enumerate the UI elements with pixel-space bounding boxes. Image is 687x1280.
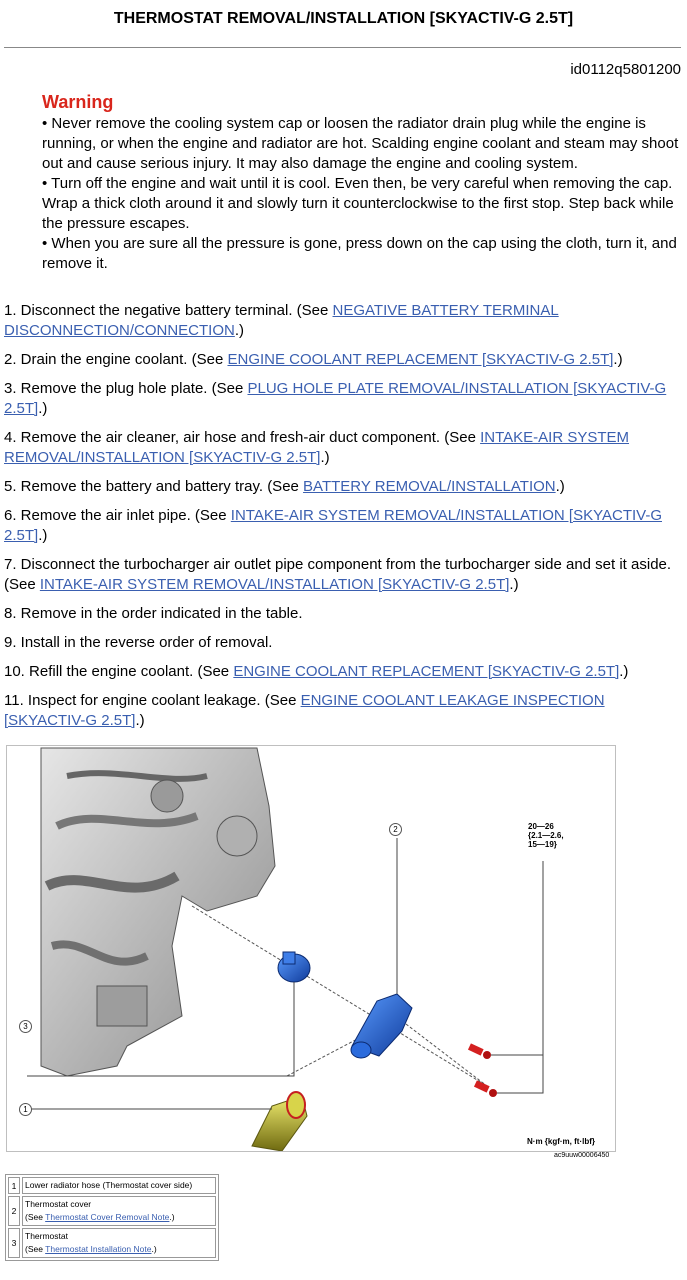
engine-pulley	[217, 816, 257, 856]
table-row	[8, 1228, 216, 1258]
thermostat-cover-part	[351, 994, 412, 1058]
step-6-link[interactable]: INTAKE-AIR SYSTEM REMOVAL/INSTALLATION [SKYACTIV-G 2.5T]	[4, 507, 662, 544]
legend-description: Thermostat cover (See Thermostat Cover Removal Note.)	[22, 1196, 216, 1226]
bolt-upper	[468, 1043, 491, 1059]
engine-pulley	[151, 780, 183, 812]
exploded-view-drawing	[7, 746, 615, 1151]
step-5: 5. Remove the battery and battery tray. (See BATTERY REMOVAL/INSTALLATION.)	[4, 478, 565, 495]
step-10: 10. Refill the engine coolant. (See ENGINE COOLANT REPLACEMENT [SKYACTIV-G 2.5T].)	[4, 663, 629, 680]
title-divider	[4, 47, 681, 48]
torque-spec: 20—26 {2.1—2.6, 15—19}	[528, 822, 564, 849]
step-9: 9. Install in the reverse order of removal.	[4, 634, 273, 651]
thermostat-part	[278, 952, 310, 982]
thermostat-installation-note-link[interactable]: Thermostat Installation Note	[45, 1244, 152, 1254]
legend-number: 2	[8, 1196, 20, 1226]
document-id: id0112q5801200	[570, 61, 681, 78]
warning-bullet: • Turn off the engine and wait until it is cool. Even then, be very careful when removing the cap. Wrap a thick cloth around it and slowly turn it counterclockwise to the first stop. Step back while the pressure escapes.	[42, 175, 674, 232]
radiator-hose-part	[252, 1092, 307, 1151]
assembly-line	[402, 1021, 487, 1086]
step-3: 3. Remove the plug hole plate. (See PLUG HOLE PLATE REMOVAL/INSTALLATION [SKYACTIV-G 2.5T].)	[4, 380, 667, 417]
legend-description: Thermostat (See Thermostat Installation Note.)	[22, 1228, 216, 1258]
legend-number: 3	[8, 1228, 20, 1258]
page-title: THERMOSTAT REMOVAL/INSTALLATION [SKYACTIV-G 2.5T]	[113, 10, 574, 27]
step-11-link[interactable]: ENGINE COOLANT LEAKAGE INSPECTION [SKYACTIV-G 2.5T]	[4, 692, 605, 729]
torque-unit-label: N·m {kgf·m, ft·lbf}	[527, 1137, 595, 1146]
callout-1: 1	[19, 1103, 32, 1116]
table-row	[8, 1196, 216, 1226]
step-10-link[interactable]: ENGINE COOLANT REPLACEMENT [SKYACTIV-G 2.5T]	[233, 663, 620, 680]
step-3-link[interactable]: PLUG HOLE PLATE REMOVAL/INSTALLATION [SKYACTIV-G 2.5T]	[4, 380, 667, 417]
step-11: 11. Inspect for engine coolant leakage. (See ENGINE COOLANT LEAKAGE INSPECTION [SKYACTIV-G 2.5T].)	[4, 692, 605, 729]
procedure-steps	[4, 301, 682, 740]
step-7: 7. Disconnect the turbocharger air outlet pipe component from the turbocharger side and set it aside. (See INTAKE-AIR SYSTEM REMOVAL/INSTALLATION [SKYACTIV-G 2.5T].)	[4, 556, 672, 593]
torque-leader-line	[491, 861, 543, 1055]
warning-box	[42, 91, 682, 274]
step-8: 8. Remove in the order indicated in the table.	[4, 605, 303, 622]
step-4: 4. Remove the air cleaner, air hose and fresh-air duct component. (See INTAKE-AIR SYSTEM REMOVAL/INSTALLATION [SKYACTIV-G 2.5T].)	[4, 429, 630, 466]
step-2-link[interactable]: ENGINE COOLANT REPLACEMENT [SKYACTIV-G 2.5T]	[227, 351, 614, 368]
step-7-link[interactable]: INTAKE-AIR SYSTEM REMOVAL/INSTALLATION [SKYACTIV-G 2.5T]	[39, 576, 510, 593]
thermostat-cover-removal-note-link[interactable]: Thermostat Cover Removal Note	[45, 1212, 170, 1222]
figure-code: ac9uuw00006450	[554, 1152, 610, 1159]
torque-leader-line	[497, 1055, 543, 1093]
step-2: 2. Drain the engine coolant. (See ENGINE COOLANT REPLACEMENT [SKYACTIV-G 2.5T].)	[4, 351, 623, 368]
assembly-line	[192, 906, 487, 1086]
warning-bullet: • When you are sure all the pressure is gone, press down on the cap using the cloth, turn it, and remove it.	[42, 235, 677, 272]
table-row	[8, 1177, 216, 1194]
legend-description: Lower radiator hose (Thermostat cover side)	[22, 1177, 216, 1194]
thermostat-exploded-view	[6, 745, 616, 1152]
legend-number: 1	[8, 1177, 20, 1194]
callout-2: 2	[389, 823, 402, 836]
warning-title: Warning	[42, 92, 114, 112]
step-1-link[interactable]: NEGATIVE BATTERY TERMINAL DISCONNECTION/CONNECTION	[4, 302, 559, 339]
bolt-lower	[474, 1080, 497, 1097]
callout-3: 3	[19, 1020, 32, 1033]
warning-bullet: • Never remove the cooling system cap or loosen the radiator drain plug while the engine is running, or when the engine and radiator are hot. Scalding engine coolant and steam may shoot out and cause serious injury. It may also damage the engine and cooling system.	[42, 115, 679, 172]
parts-legend-table	[5, 1174, 219, 1261]
step-5-link[interactable]: BATTERY REMOVAL/INSTALLATION	[303, 478, 556, 495]
step-1: 1. Disconnect the negative battery terminal. (See NEGATIVE BATTERY TERMINAL DISCONNECTION/CONNECTION.)	[4, 302, 559, 339]
step-4-link[interactable]: INTAKE-AIR SYSTEM REMOVAL/INSTALLATION [SKYACTIV-G 2.5T]	[4, 429, 630, 466]
engine-housing	[97, 986, 147, 1026]
step-6: 6. Remove the air inlet pipe. (See INTAKE-AIR SYSTEM REMOVAL/INSTALLATION [SKYACTIV-G 2.5T].)	[4, 507, 662, 544]
